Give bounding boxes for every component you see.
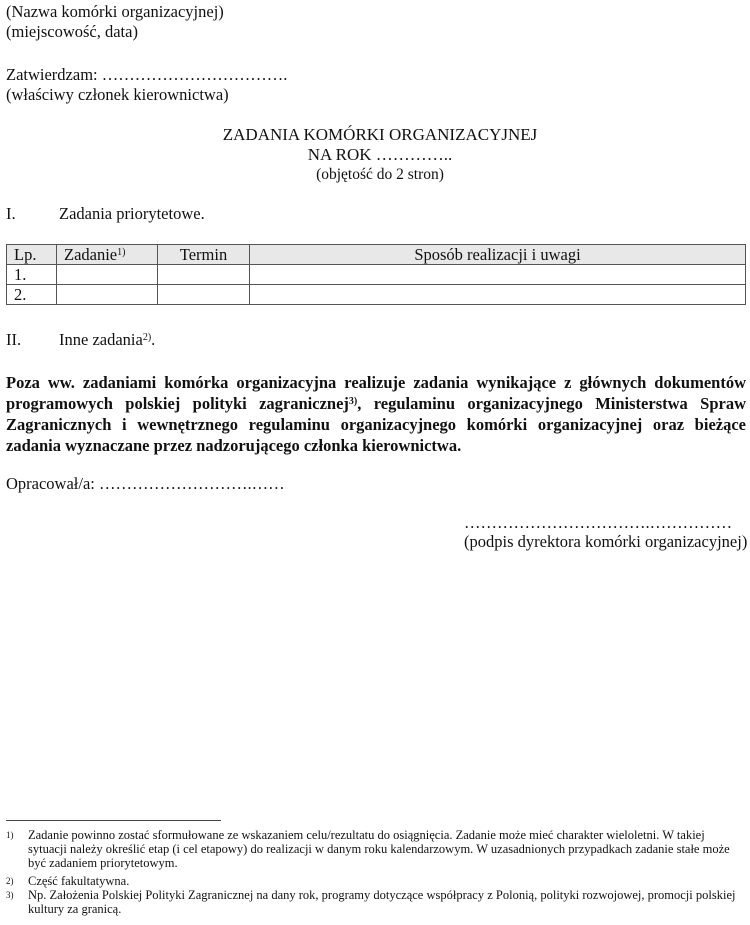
footnote-ref: 2)	[142, 332, 152, 343]
cell-lp: 2.	[7, 285, 57, 305]
footnote-ref: 1)	[117, 247, 126, 258]
header-deadline: Termin	[158, 245, 250, 265]
unit-name-placeholder: (Nazwa komórki organizacyjnej)	[6, 2, 224, 21]
footnote-marker: 2)	[6, 876, 14, 886]
place-date-placeholder: (miejscowość, data)	[6, 22, 138, 41]
section-other-tasks: II. Inne zadania$^{2)}$.	[6, 330, 156, 349]
other-tasks-paragraph: Poza ww. zadaniami komórka organizacyjna realizuje zadania wynikające z głównych dokumentów programowych polskiej polityki zagranicznej$^{3)}$, regulaminu organizacyjnego Ministerstwa Spraw Zagranicznych i wewnętrznego regulaminu organizacyjnego komórki organizacyjnej oraz bieżące zadania wyznaczane przez nadzorującego członka kierownictwa.	[6, 373, 746, 455]
title-line-1: ZADANIA KOMÓRKI ORGANIZACYJNEJ	[222, 125, 538, 144]
priority-tasks-table	[6, 244, 746, 305]
title-volume-note: (objętość do 2 stron)	[316, 166, 444, 183]
section-number: I.	[6, 204, 16, 223]
approval-field: Zatwierdzam: …………………………….	[6, 65, 288, 84]
footnote-text: Część fakultatywna.	[28, 874, 130, 888]
section-label: Inne zadania	[59, 330, 143, 349]
prepared-by-field: Opracował/a: ……………………….……	[6, 474, 285, 493]
cell-task[interactable]	[57, 265, 158, 285]
approval-role-label: (właściwy członek kierownictwa)	[6, 85, 229, 104]
table-row	[7, 285, 746, 305]
table-header-row	[7, 245, 746, 265]
footnote-marker: 3)	[6, 890, 14, 900]
signature-line: …………………………….……………	[464, 513, 733, 532]
footnote-divider	[6, 820, 221, 821]
cell-method[interactable]	[250, 285, 746, 305]
section-priority-tasks	[6, 204, 205, 224]
header-method: Sposób realizacji i uwagi	[250, 245, 746, 265]
footnote-text: Zadanie powinno zostać sformułowane ze wskazaniem celu/rezultatu do osiągnięcia. Zadanie może mieć charakter wieloletni. W takiej sytuacji należy określić etap (i cel etapowy) do realizacji w danym roku kalendarzowym. W uzasadnionych przypadkach zadanie stałe może być zadaniem priorytetowym.	[28, 828, 730, 870]
document-title	[180, 125, 580, 184]
cell-deadline[interactable]	[158, 285, 250, 305]
footnote-marker: 1)	[6, 830, 14, 840]
section-number: II.	[6, 330, 22, 349]
cell-method[interactable]	[250, 265, 746, 285]
footnote-ref: 3)	[348, 396, 358, 407]
cell-deadline[interactable]	[158, 265, 250, 285]
title-line-2: NA ROK …………..	[307, 145, 453, 164]
footnote-text: Np. Założenia Polskiej Polityki Zagranicznej na dany rok, programy dotyczące współpracy z Polonią, polityki rozwojowej, promocji polskiej kultury za granicą.	[28, 888, 736, 916]
signature-label: (podpis dyrektora komórki organizacyjnej)	[464, 532, 748, 551]
header-task: Zadanie$^{1)}$	[57, 245, 158, 265]
cell-lp: 1.	[7, 265, 57, 285]
section-label: Zadania priorytetowe.	[59, 204, 205, 223]
cell-task[interactable]	[57, 285, 158, 305]
table-row	[7, 265, 746, 285]
header-lp: Lp.	[7, 245, 57, 265]
